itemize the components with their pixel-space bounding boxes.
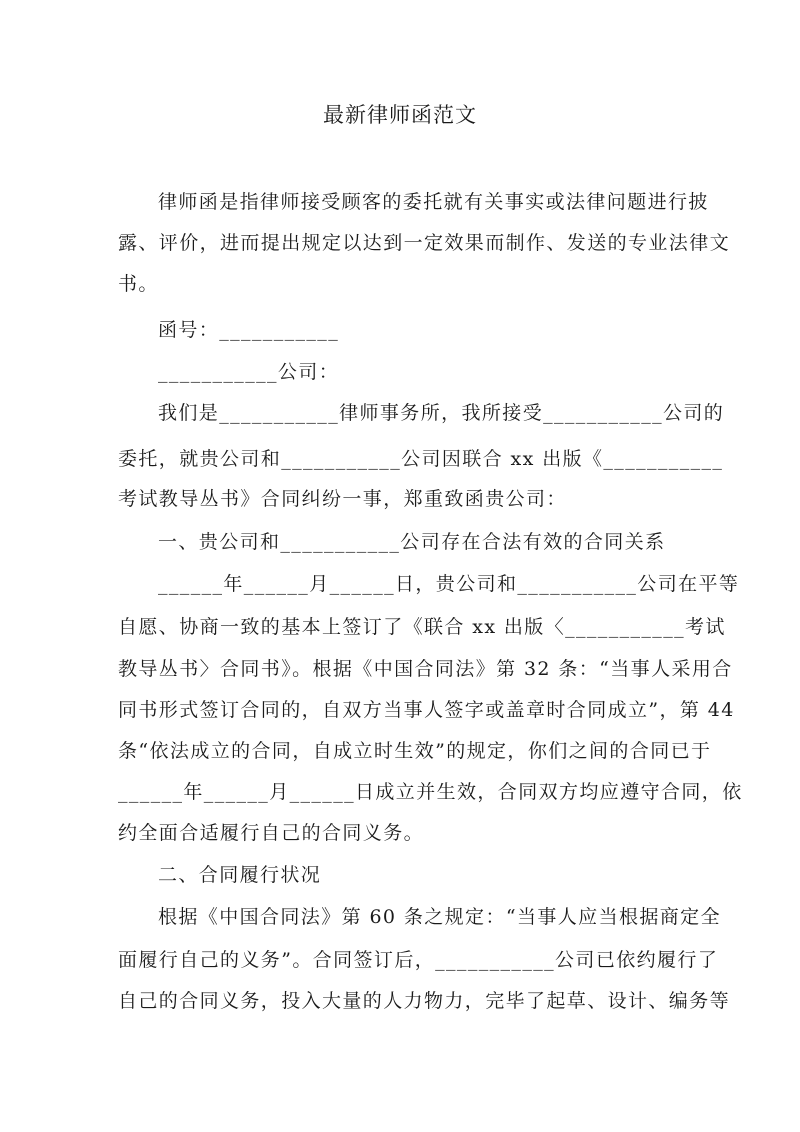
paragraph-line: 书。: [118, 273, 159, 295]
paragraph-line: 考试教导丛书》合同纠纷一事，郑重致函贵公司：: [118, 488, 567, 510]
paragraph-line: 律师函是指律师接受顾客的委托就有关事实或法律问题进行披: [158, 191, 709, 213]
paragraph-line: 我们是___________律师事务所，我所接受___________公司的: [158, 402, 725, 424]
paragraph-line: ______年______月______日，贵公司和___________公司在平等: [158, 573, 740, 595]
recipient-line: ___________公司：: [158, 361, 340, 383]
document-title: 最新律师函范文: [323, 103, 477, 127]
section-heading-2: 二、合同履行状况: [158, 864, 322, 886]
paragraph-line: 委托，就贵公司和___________公司因联合 xx 出版《___________: [118, 448, 724, 470]
paragraph-line: 露、评价，进而提出规定以达到一定效果而制作、发送的专业法律文: [118, 232, 731, 254]
letter-number-field: 函号：___________: [158, 319, 340, 341]
paragraph-line: 自愿、协商一致的基本上签订了《联合 xx 出版〈___________考试: [118, 616, 726, 638]
paragraph-line: 根据《中国合同法》第 60 条之规定：“当事人应当根据商定全: [158, 906, 721, 928]
section-heading-1: 一、贵公司和___________公司存在合法有效的合同关系: [158, 531, 666, 553]
paragraph-line: 面履行自己的义务”。合同签订后，___________公司已依约履行了: [118, 949, 719, 971]
paragraph-line: 同书形式签订合同的，自双方当事人签字或盖章时合同成立”，第 44: [118, 699, 735, 721]
paragraph-line: 约全面合适履行自己的合同义务。: [118, 822, 425, 844]
paragraph-line: 教导丛书〉合同书》。根据《中国合同法》第 32 条：“当事人采用合: [118, 658, 733, 680]
paragraph-line: 自己的合同义务，投入大量的人力物力，完毕了起草、设计、编务等: [118, 990, 731, 1012]
paragraph-line: ______年______月______日成立并生效，合同双方均应遵守合同，依: [118, 781, 743, 803]
paragraph-line: 条“依法成立的合同，自成立时生效”的规定，你们之间的合同已于: [118, 740, 712, 762]
